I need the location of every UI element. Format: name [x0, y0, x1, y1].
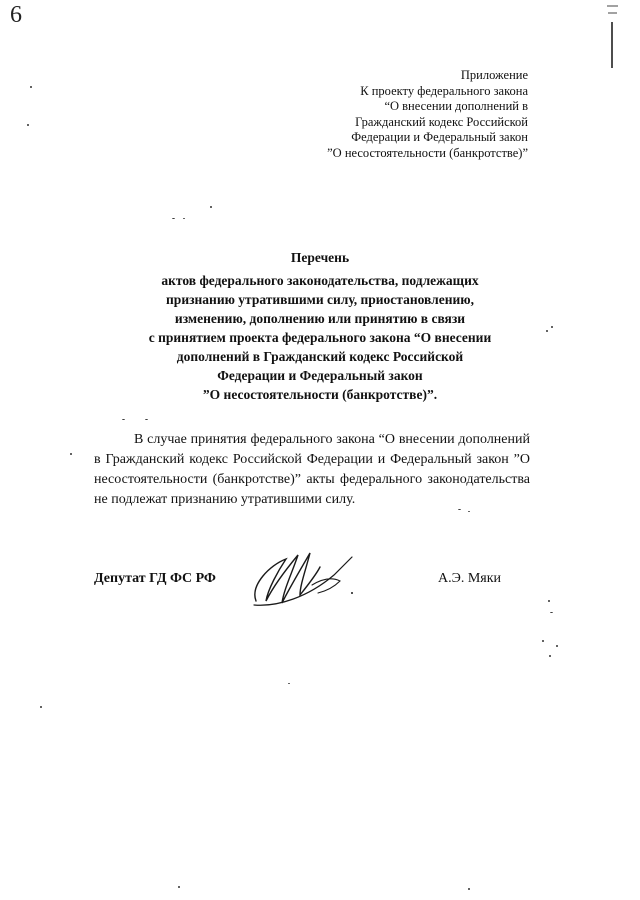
- scan-speck: [210, 206, 212, 208]
- scan-speck: [30, 86, 32, 88]
- scan-speck: [27, 124, 29, 126]
- scan-speck: [178, 886, 180, 888]
- title-line: дополнений в Гражданский кодекс Российской: [176, 349, 464, 364]
- title-line: изменению, дополнению или принятию в связи: [174, 311, 466, 326]
- scan-speck: [551, 326, 553, 328]
- title-line: Федерации и Федеральный закон: [217, 368, 423, 383]
- scan-speck: [145, 419, 148, 420]
- page-number: 6: [10, 2, 22, 28]
- scan-speck: [556, 645, 558, 647]
- scan-speck: [288, 683, 290, 684]
- appendix-note: [228, 68, 528, 161]
- appendix-line: Гражданский кодекс Российской: [355, 114, 528, 129]
- scan-speck: [549, 655, 551, 657]
- scan-speck: [468, 888, 470, 890]
- title-line: ”О несостоятельности (банкротстве)”.: [202, 387, 438, 402]
- margin-mark: [605, 0, 621, 70]
- title-line: с принятием проекта федерального закона “О внесении: [148, 330, 492, 345]
- title-heading: Перечень: [290, 250, 350, 265]
- scan-speck: [172, 218, 175, 219]
- title-line: актов федерального законодательства, подлежащих: [161, 273, 479, 288]
- handwritten-signature: [248, 545, 358, 611]
- signer-role: Депутат ГД ФС РФ: [94, 571, 216, 586]
- appendix-line: Приложение: [460, 68, 528, 82]
- body-paragraph: В случае принятия федерального закона “О внесении дополнений в Гражданский кодекс Российской Федерации и Федеральный закон ”О несостоятельности (банкротстве)” акты федерального законодательства не подлежат признанию утратившими силу.: [94, 432, 530, 507]
- scan-speck: [40, 706, 42, 708]
- document-title: [95, 248, 545, 404]
- appendix-line: Федерации и Федеральный закон: [351, 130, 528, 144]
- title-line: признанию утратившими силу, приостановлению,: [166, 292, 474, 307]
- signer-name: А.Э. Мяки: [438, 571, 502, 586]
- scan-speck: [468, 511, 470, 512]
- scan-speck: [546, 330, 548, 332]
- scan-speck: [70, 453, 72, 455]
- scan-speck: [542, 640, 544, 642]
- scan-speck: [548, 600, 550, 602]
- appendix-line: ”О несостоятельности (банкротстве)”: [327, 145, 528, 160]
- appendix-line: К проекту федерального закона: [360, 83, 528, 98]
- appendix-line: “О внесении дополнений в: [384, 99, 528, 113]
- scan-speck: [458, 509, 461, 510]
- scan-speck: [183, 218, 185, 219]
- scan-speck: [122, 419, 125, 420]
- scan-speck: [550, 612, 553, 613]
